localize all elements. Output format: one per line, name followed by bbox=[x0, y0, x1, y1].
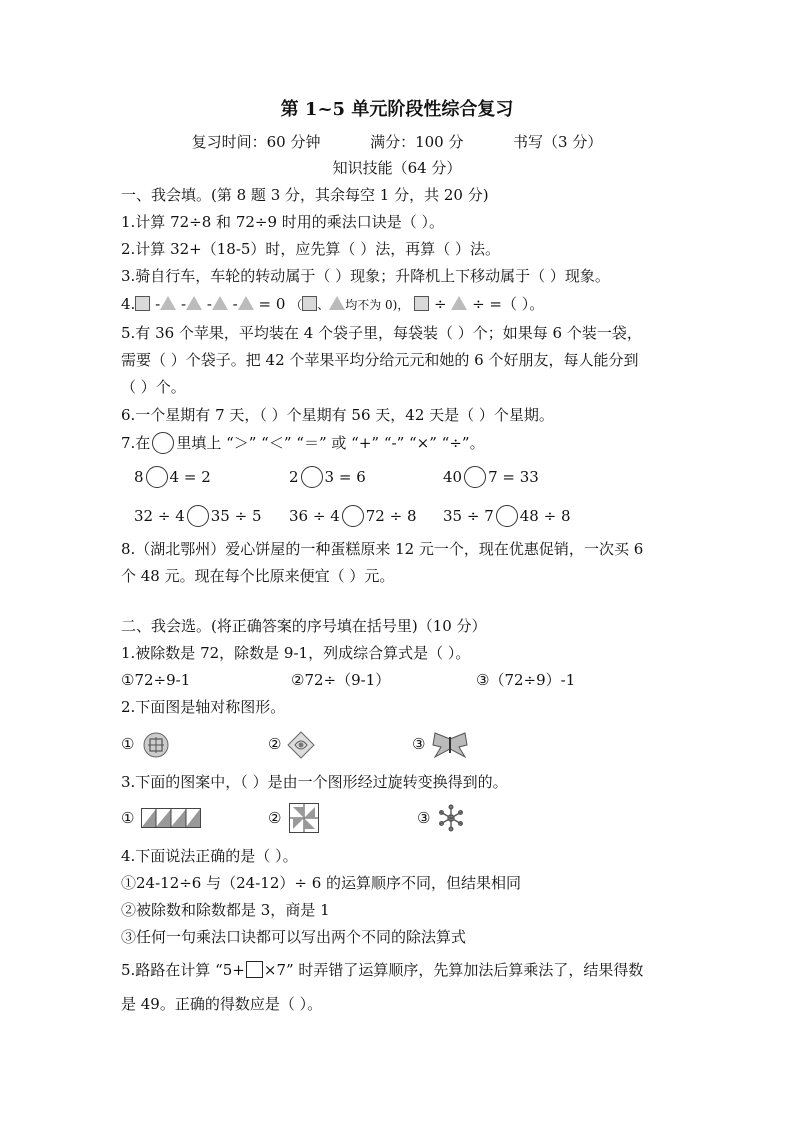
s2-q4-opt-1: ①24-12÷6 与（24-12）÷ 6 的运算顺序不同，但结果相同 bbox=[121, 874, 522, 892]
triangle-shape bbox=[160, 296, 176, 310]
s2-q4-opt-3: ③任何一句乘法口诀都可以写出两个不同的除法算式 bbox=[121, 928, 467, 946]
s2-q5-line1: 5.路路在计算 “5+ ×7” 时弄错了运算顺序，先算加法后算乘法了，结果得数 bbox=[121, 961, 644, 979]
s2-q1-opt-3: ③（72÷9）-1 bbox=[476, 671, 576, 689]
s1-q1: 1.计算 72÷8 和 72÷9 时用的乘法口诀是（ ）。 bbox=[121, 213, 445, 231]
seal-pattern-icon bbox=[143, 732, 169, 758]
s2-q1-opt-2: ②72÷（9-1） bbox=[291, 671, 391, 689]
answer-circle[interactable] bbox=[342, 505, 364, 527]
section2-heading: 二、我会选。(将正确答案的序号填在括号里)（10 分） bbox=[121, 617, 487, 635]
q7-item: 2 3 = 6 bbox=[289, 468, 366, 486]
exam-meta bbox=[0, 132, 794, 152]
pinwheel-square-icon bbox=[289, 803, 319, 833]
section-subtitle: 知识技能（64 分） bbox=[332, 159, 462, 177]
s1-q4: 4. - - - - = 0 （ 、 均不为 0)， ÷ ÷ =（ ）。 bbox=[121, 295, 545, 313]
triangle-shape bbox=[212, 296, 228, 310]
s2-q2-opt-2-label: ② bbox=[268, 735, 282, 753]
answer-circle[interactable] bbox=[464, 466, 486, 488]
square-shape bbox=[414, 296, 429, 311]
answer-circle[interactable] bbox=[301, 466, 323, 488]
s2-q3-opt-2-label: ② bbox=[268, 809, 282, 827]
exam-writing: 书写（3 分） bbox=[513, 133, 603, 151]
s1-q5-line3: （ ）个。 bbox=[121, 378, 186, 396]
s2-q3-opt-1-label: ① bbox=[121, 809, 135, 827]
butterfly-icon bbox=[431, 731, 469, 759]
snowflake-icon bbox=[436, 803, 466, 833]
triangle-shape bbox=[186, 296, 202, 310]
s1-q2: 2.计算 32+（18-5）时，应先算（ ）法，再算（ ）法。 bbox=[121, 240, 500, 258]
s1-q5-line1: 5.有 36 个苹果，平均装在 4 个袋子里，每袋装（ ）个；如果每 6 个装一袋， bbox=[121, 324, 642, 342]
blank-box bbox=[246, 961, 263, 978]
exam-time: 复习时间：60 分钟 bbox=[191, 133, 321, 151]
s2-q3: 3.下面的图案中，（ ）是由一个图形经过旋转变换得到的。 bbox=[121, 773, 508, 791]
square-shape bbox=[135, 296, 150, 311]
q7-item: 8 4 = 2 bbox=[134, 468, 211, 486]
answer-circle[interactable] bbox=[152, 432, 174, 454]
s2-q1: 1.被除数是 72，除数是 9-1，列成综合算式是（ ）。 bbox=[121, 644, 471, 662]
answer-circle[interactable] bbox=[187, 505, 209, 527]
answer-circle[interactable] bbox=[146, 466, 168, 488]
s2-q3-opt-3-label: ③ bbox=[417, 809, 431, 827]
q7-item: 40 7 = 33 bbox=[443, 468, 539, 486]
s1-q8-line1: 8.（湖北鄂州）爱心饼屋的一种蛋糕原来 12 元一个，现在优惠促销，一次买 6 bbox=[121, 540, 644, 558]
exam-score: 满分：100 分 bbox=[370, 133, 464, 151]
q7-item: 35 ÷ 7 48 ÷ 8 bbox=[443, 507, 571, 525]
s1-q3: 3.骑自行车，车轮的转动属于（ ）现象；升降机上下移动属于（ ）现象。 bbox=[121, 267, 610, 285]
s2-q4-opt-2: ②被除数和除数都是 3，商是 1 bbox=[121, 901, 330, 919]
s1-q7: 7.在 里填上 “＞” “＜” “＝” 或 “+” “-” “×” “÷”。 bbox=[121, 434, 485, 452]
triangle-shape bbox=[329, 296, 345, 310]
s2-q2-opt-3-label: ③ bbox=[412, 735, 426, 753]
s2-q2-opt-1-label: ① bbox=[121, 735, 135, 753]
diamond-pattern-icon bbox=[286, 730, 316, 760]
square-shape bbox=[302, 296, 317, 311]
triangle-shape bbox=[238, 296, 254, 310]
s2-q1-opt-1: ①72÷9-1 bbox=[121, 671, 191, 689]
s1-q6: 6.一个星期有 7 天，（ ）个星期有 56 天，42 天是（ ）个星期。 bbox=[121, 406, 554, 424]
triangle-shape bbox=[451, 296, 467, 310]
s1-q8-line2: 个 48 元。现在每个比原来便宜（ ）元。 bbox=[121, 567, 395, 585]
section1-heading: 一、我会填。(第 8 题 3 分，其余每空 1 分，共 20 分) bbox=[121, 186, 489, 204]
answer-circle[interactable] bbox=[496, 505, 518, 527]
s2-q2: 2.下面图是轴对称图形。 bbox=[121, 698, 286, 716]
s2-q5-line2: 是 49。正确的得数应是（ ）。 bbox=[121, 995, 323, 1013]
page-title: 第 1~5 单元阶段性综合复习 bbox=[280, 99, 514, 120]
s1-q5-line2: 需要（ ）个袋子。把 42 个苹果平均分给元元和她的 6 个好朋友，每人能分到 bbox=[121, 351, 639, 369]
s2-q4: 4.下面说法正确的是（ ）。 bbox=[121, 847, 298, 865]
triangle-strip-icon bbox=[141, 808, 201, 828]
q7-item: 36 ÷ 4 72 ÷ 8 bbox=[289, 507, 417, 525]
q7-item: 32 ÷ 4 35 ÷ 5 bbox=[134, 507, 262, 525]
